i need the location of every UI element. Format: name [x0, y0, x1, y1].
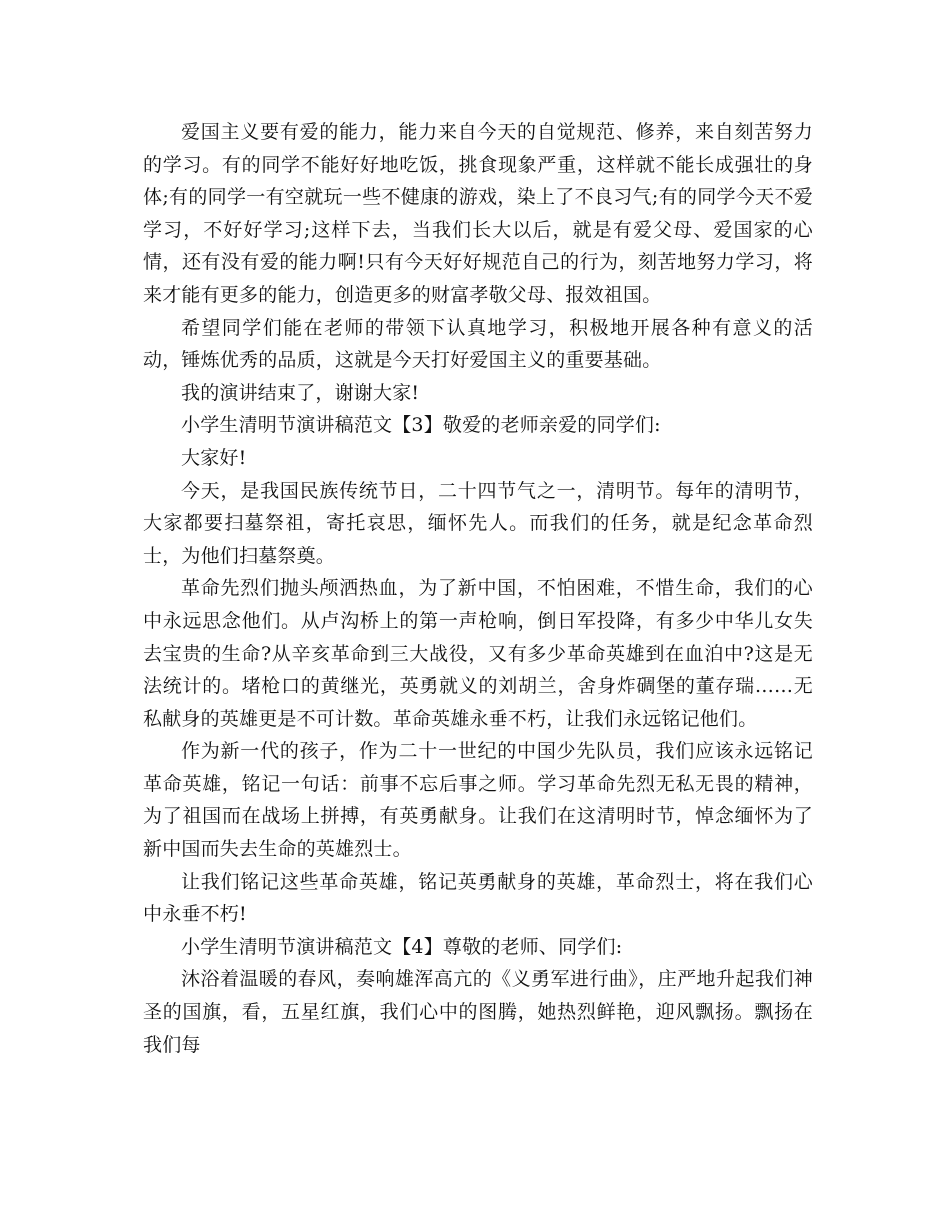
paragraph: 沐浴着温暖的春风，奏响雄浑高亢的《义勇军进行曲》，庄严地升起我们神圣的国旗，看，五星红旗，我们心中的图腾，她热烈鲜艳，迎风飘扬。飘扬在我们每 — [143, 968, 813, 1056]
paragraph: 希望同学们能在老师的带领下认真地学习，积极地开展各种有意义的活动，锤炼优秀的品质，这就是今天打好爱国主义的重要基础。 — [143, 316, 813, 372]
paragraph: 我的演讲结束了，谢谢大家! — [181, 381, 420, 404]
paragraph: 作为新一代的孩子，作为二十一世纪的中国少先队员，我们应该永远铭记革命英雄，铭记一句话：前事不忘后事之师。学习革命先烈无私无畏的精神，为了祖国而在战场上拼搏，有英勇献身。让我们在这清明时节，悼念缅怀为了新中国而失去生命的英雄烈士。 — [143, 740, 813, 861]
paragraph: 今天，是我国民族传统节日，二十四节气之一，清明节。每年的清明节，大家都要扫墓祭祖，寄托哀思，缅怀先人。而我们的任务，就是纪念革命烈士，为他们扫墓祭奠。 — [143, 479, 813, 567]
section-heading: 小学生清明节演讲稿范文【3】敬爱的老师亲爱的同学们: — [181, 414, 661, 437]
document-body — [143, 116, 813, 1061]
paragraph: 革命先烈们抛头颅洒热血，为了新中国，不怕困难，不惜生命，我们的心中永远思念他们。从卢沟桥上的第一声枪响，倒日军投降，有多少中华儿女失去宝贵的生命?从辛亥革命到三大战役，又有多少革命英雄到在血泊中?这是无法统计的。堵枪口的黄继光，英勇就义的刘胡兰，舍身炸碉堡的董存瑞……无私献身的英雄更是不可计数。革命英雄永垂不朽，让我们永远铭记他们。 — [143, 577, 813, 730]
greeting: 大家好! — [181, 446, 247, 469]
section-heading: 小学生清明节演讲稿范文【4】尊敬的老师、同学们: — [181, 935, 623, 958]
paragraph: 让我们铭记这些革命英雄，铭记英勇献身的英雄，革命烈士，将在我们心中永垂不朽! — [143, 870, 813, 926]
paragraph: 爱国主义要有爱的能力，能力来自今天的自觉规范、修养，来自刻苦努力的学习。有的同学不能好好地吃饭，挑食现象严重，这样就不能长成强壮的身体;有的同学一有空就玩一些不健康的游戏，染上了不良习气;有的同学今天不爱学习，不好好学习;这样下去，当我们长大以后，就是有爱父母、爱国家的心情，还有没有爱的能力啊!只有今天好好规范自己的行为，刻苦地努力学习，将来才能有更多的能力，创造更多的财富孝敬父母、报效祖国。 — [143, 121, 813, 306]
